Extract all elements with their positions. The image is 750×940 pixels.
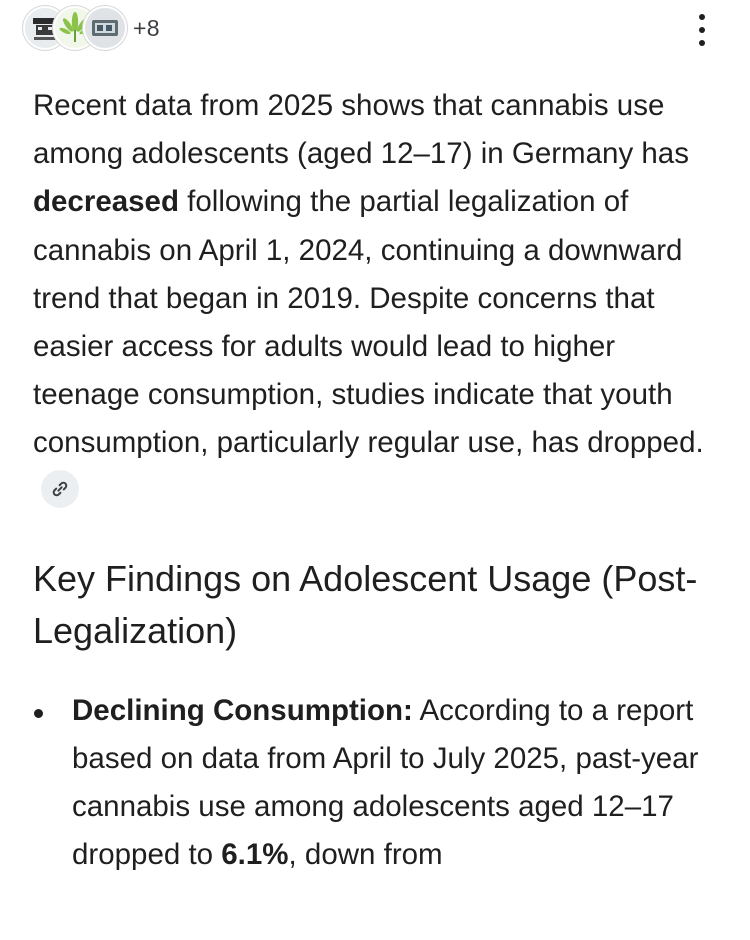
source-link-chip[interactable]: [41, 470, 79, 508]
kebab-dot: [699, 27, 705, 33]
kebab-dot: [699, 14, 705, 20]
more-sources-count[interactable]: +8: [133, 14, 160, 41]
bg-logo-icon: [85, 8, 125, 48]
source-avatars[interactable]: [23, 6, 160, 50]
intro-text-part1: Recent data from 2025 shows that cannabis use among adolescents (aged 12–17) in Germany has: [33, 89, 689, 171]
intro-text-part2: following the partial legalization of cannabis on April 1, 2024, continuing a downward trend that began in 2019. Despite concerns that easier access for adults would lead to higher teenage consumption, studies indicate that youth consumption, particularly regular use, has dropped.: [33, 185, 704, 460]
more-options-icon[interactable]: [690, 14, 714, 46]
bullet-value: 6.1%: [221, 838, 289, 872]
intro-bold-term: decreased: [33, 185, 179, 219]
response-header: [0, 0, 750, 60]
intro-paragraph: [33, 82, 723, 516]
bullet-label: Declining Consumption:: [72, 693, 413, 727]
link-icon: [50, 479, 70, 499]
bullet-text-part2: , down from: [288, 838, 443, 872]
section-heading: Key Findings on Adolescent Usage (Post-Legalization): [33, 557, 698, 651]
bullet-marker: [34, 709, 43, 718]
kebab-dot: [699, 40, 705, 46]
list-item: [33, 687, 723, 880]
bg-logo-avatar[interactable]: [83, 6, 127, 50]
findings-list: [33, 687, 723, 880]
response-content: [33, 82, 723, 880]
bullet-text-part1: According to a report based on data from April to July 2025, past-year cannabis use among adolescents aged 12–17 dropped to: [72, 693, 699, 872]
